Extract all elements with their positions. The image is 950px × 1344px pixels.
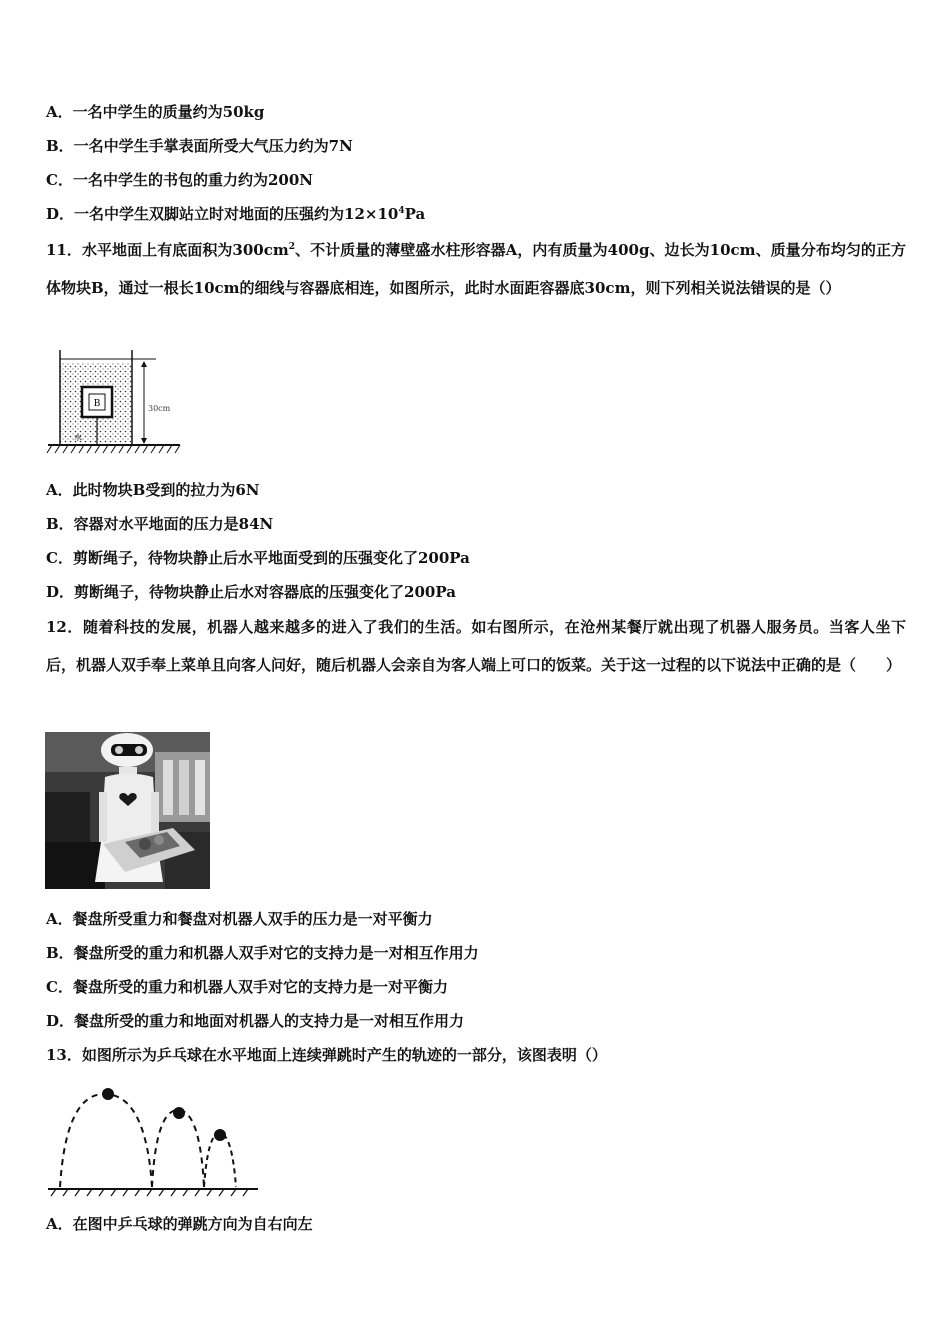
q10-option-d-unit: Pa (404, 205, 426, 223)
q11-stem (46, 231, 906, 307)
ball-icon (173, 1107, 185, 1119)
q10-option-d-exponent: 4 (398, 206, 405, 216)
q12-option-c: C．餐盘所受的重力和机器人双手对它的支持力是一对平衡力 (46, 978, 448, 996)
q11-stem-exponent: 2 (288, 242, 295, 252)
bounce-arc-2 (152, 1110, 204, 1187)
q11-block-label: B (93, 399, 101, 409)
bounce-arc-1 (60, 1094, 152, 1187)
q13-stem: 13．如图所示为乒乓球在水平地面上连续弹跳时产生的轨迹的一部分，该图表明（） (46, 1046, 607, 1064)
q10-option-a: A．一名中学生的质量约为50kg (46, 103, 265, 121)
q11-option-a: A．此时物块B受到的拉力为6N (46, 481, 260, 499)
q11-option-d: D．剪断绳子，待物块静止后水对容器底的压强变化了200Pa (46, 583, 456, 601)
q11-height-label: 30cm (148, 404, 171, 413)
q11-option-c: C．剪断绳子，待物块静止后水平地面受到的压强变化了200Pa (46, 549, 470, 567)
q13-option-a: A．在图中乒乓球的弹跳方向为自右向左 (46, 1215, 313, 1233)
robot-body (101, 774, 157, 843)
q12-option-b: B．餐盘所受的重力和机器人双手对它的支持力是一对相互作用力 (46, 944, 479, 962)
q10-option-d (46, 204, 425, 224)
q12-option-a: A．餐盘所受重力和餐盘对机器人双手的压力是一对平衡力 (46, 910, 433, 928)
q13-bounce-figure (46, 1082, 261, 1197)
q12-robot-photo (45, 732, 210, 889)
q11-water-label: 水 (74, 433, 82, 442)
q10-option-d-text: D．一名中学生双脚站立时对地面的压强约为12×10 (46, 205, 399, 223)
ball-icon (214, 1129, 226, 1141)
ball-icon (102, 1088, 114, 1100)
q10-option-b: B．一名中学生手掌表面所受大气压力约为7N (46, 137, 353, 155)
q11-stem-part2: 、不计质量的薄壁盛水柱形容器A，内有质量为400g、边长为10cm、质量分布均匀的正方体物块B，通过一根长10cm的细线与容器底相连，如图所示，此时水面距容器底30cm，则下列相关说法错误的是（） (46, 241, 906, 297)
q10-option-c: C．一名中学生的书包的重力约为200N (46, 171, 313, 189)
q11-ground-hatch (47, 445, 180, 453)
q11-stem-part1: 11．水平地面上有底面积为300cm (46, 241, 289, 259)
q11-option-b: B．容器对水平地面的压力是84N (46, 515, 274, 533)
q11-container-figure (44, 345, 184, 460)
q12-stem: 12．随着科技的发展，机器人越来越多的进入了我们的生活。如右图所示，在沧州某餐厅就出现了机器人服务员。当客人坐下后，机器人双手奉上菜单且向客人问好，随后机器人会亲自为客人端上可口的饭菜。关于这一过程的以下说法中正确的是（ ） (46, 618, 906, 674)
q11-arrow-down-icon (141, 438, 147, 444)
bounce-arc-3 (204, 1133, 236, 1187)
q12-option-d: D．餐盘所受的重力和地面对机器人的支持力是一对相互作用力 (46, 1012, 465, 1030)
q11-arrow-up-icon (141, 361, 147, 367)
q13-ground-hatch (51, 1189, 248, 1196)
